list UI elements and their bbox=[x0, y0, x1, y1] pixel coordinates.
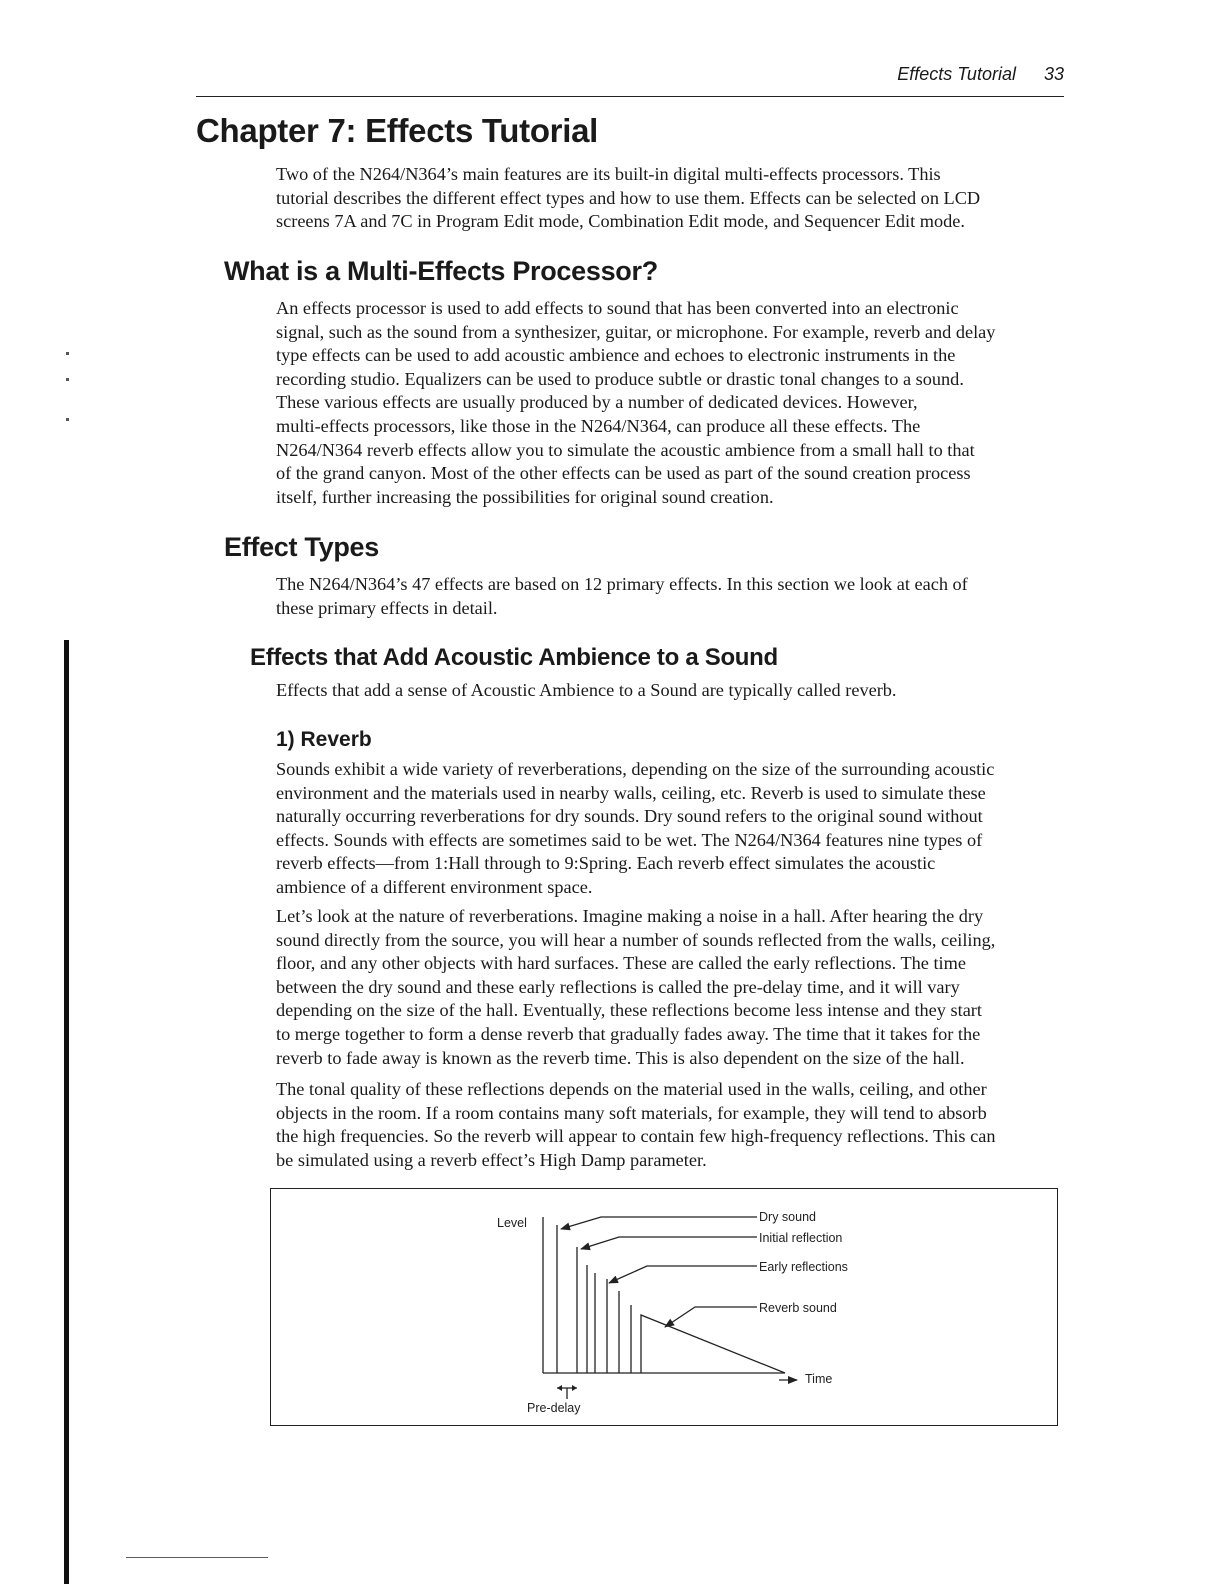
left-margin-bar bbox=[64, 640, 69, 1584]
initial-reflection-label: Initial reflection bbox=[759, 1231, 843, 1245]
text-line: multi-effects processors, like those in the N264/N364, can produce all these effects. The bbox=[276, 415, 921, 436]
dry-sound-callout bbox=[561, 1217, 757, 1229]
text-line: environment and the materials used in nearby walls, ceiling, etc. Reverb is used to simulate these bbox=[276, 782, 986, 803]
text-line: objects in the room. If a room contains many soft materials, for example, they will tend to absorb bbox=[276, 1102, 987, 1123]
reverb-decay-envelope bbox=[641, 1315, 785, 1373]
reverb-sound-callout bbox=[665, 1307, 757, 1327]
text-line: these primary effects in detail. bbox=[276, 597, 498, 618]
heading-multi-effects: What is a Multi-Effects Processor? bbox=[224, 256, 658, 286]
reverb-paragraph-1 bbox=[276, 758, 1060, 900]
text-line: be simulated using a reverb effect’s High Damp parameter. bbox=[276, 1149, 707, 1170]
text-line: reverb to fade away is known as the reverb time. This is also dependent on the size of the hall. bbox=[276, 1047, 965, 1068]
text-line: Let’s look at the nature of reverberations. Imagine making a noise in a hall. After hearing the dry bbox=[276, 906, 984, 926]
early-reflections-label: Early reflections bbox=[759, 1260, 848, 1274]
text-line: of the grand canyon. Most of the other effects can be used as part of the sound creation process bbox=[276, 463, 971, 484]
heading-effect-types: Effect Types bbox=[224, 532, 379, 562]
text-line: type effects can be used to add acoustic ambience and echoes to electronic instruments in the bbox=[276, 345, 956, 366]
heading-reverb: 1) Reverb bbox=[276, 728, 372, 751]
footnote-rule bbox=[126, 1557, 268, 1558]
text-line: The tonal quality of these reflections depends on the material used in the walls, ceiling, and other bbox=[276, 1079, 987, 1099]
acoustic-ambience-paragraph bbox=[276, 679, 1060, 703]
text-line: between the dry sound and these early reflections is called the pre-delay time, and it will vary bbox=[276, 976, 960, 997]
text-line: itself, further increasing the possibilities for original sound creation. bbox=[276, 486, 774, 507]
running-header-section: Effects Tutorial bbox=[897, 64, 1016, 84]
text-line: reverb effects—from 1:Hall through to 9:Spring. Each reverb effect simulates the acoustic bbox=[276, 853, 936, 874]
level-label: Level bbox=[497, 1216, 527, 1230]
reverb-diagram-svg bbox=[271, 1189, 1059, 1427]
running-header bbox=[196, 64, 1064, 90]
scan-speck bbox=[66, 352, 69, 355]
early-reflections-callout bbox=[609, 1266, 757, 1283]
heading-acoustic-ambience: Effects that Add Acoustic Ambience to a Sound bbox=[250, 644, 778, 671]
text-line: screens 7A and 7C in Program Edit mode, Combination Edit mode, and Sequencer Edit mode. bbox=[276, 211, 965, 232]
page-number: 33 bbox=[1043, 64, 1064, 84]
text-line: depending on the size of the hall. Eventually, these reflections become less intense and they start bbox=[276, 1000, 982, 1021]
text-line: Effects that add a sense of Acoustic Ambience to a Sound are typically called reverb. bbox=[276, 680, 897, 700]
dry-sound-label: Dry sound bbox=[759, 1210, 816, 1224]
header-rule bbox=[196, 96, 1064, 97]
text-line: to merge together to form a dense reverb that gradually fades away. The time that it takes for the bbox=[276, 1023, 981, 1044]
text-line: recording studio. Equalizers can be used to produce subtle or drastic tonal changes to a sound. bbox=[276, 368, 964, 389]
pre-delay-label: Pre-delay bbox=[527, 1401, 581, 1415]
text-line: Sounds exhibit a wide variety of reverberations, depending on the size of the surrounding acoustic bbox=[276, 759, 995, 779]
chapter-title: Chapter 7: Effects Tutorial bbox=[196, 112, 599, 149]
reverb-paragraph-2 bbox=[276, 905, 1060, 1070]
multi-effects-paragraph bbox=[276, 297, 1060, 509]
text-line: the high frequencies. So the reverb will appear to contain few high-frequency reflections. This can bbox=[276, 1126, 996, 1147]
text-line: tutorial describes the different effect types and how to use them. Effects can be selected on LCD bbox=[276, 187, 981, 208]
scan-speck bbox=[66, 378, 69, 381]
text-line: floor, and any other objects with hard surfaces. These are called the early reflections. The time bbox=[276, 953, 966, 974]
text-line: The N264/N364’s 47 effects are based on 12 primary effects. In this section we look at each of bbox=[276, 574, 968, 594]
text-line: naturally occurring reverberations for dry sounds. Dry sound refers to the original sound without bbox=[276, 806, 983, 827]
text-line: An effects processor is used to add effects to sound that has been converted into an electronic bbox=[276, 298, 959, 318]
text-line: effects. Sounds with effects are sometimes said to be wet. The N264/N364 features nine types of bbox=[276, 829, 983, 850]
scan-speck bbox=[66, 418, 69, 421]
effect-types-paragraph bbox=[276, 573, 1060, 620]
text-line: These various effects are usually produced by a number of dedicated devices. However, bbox=[276, 392, 918, 413]
text-line: Two of the N264/N364’s main features are its built-in digital multi-effects processors. This bbox=[276, 164, 941, 184]
initial-reflection-callout bbox=[581, 1237, 757, 1249]
time-label: Time bbox=[805, 1372, 833, 1386]
text-line: sound directly from the source, you will hear a number of sounds reflected from the walls, ceiling, bbox=[276, 929, 996, 950]
text-line: ambience of a different environment space. bbox=[276, 876, 593, 897]
text-line: signal, such as the sound from a synthesizer, guitar, or microphone. For example, reverb and delay bbox=[276, 321, 996, 342]
reverb-diagram bbox=[270, 1188, 1058, 1426]
intro-paragraph bbox=[276, 163, 1060, 234]
reverb-sound-label: Reverb sound bbox=[759, 1301, 837, 1315]
reverb-paragraph-3 bbox=[276, 1078, 1060, 1172]
text-line: N264/N364 reverb effects allow you to simulate the acoustic ambience from a small hall to that bbox=[276, 439, 975, 460]
